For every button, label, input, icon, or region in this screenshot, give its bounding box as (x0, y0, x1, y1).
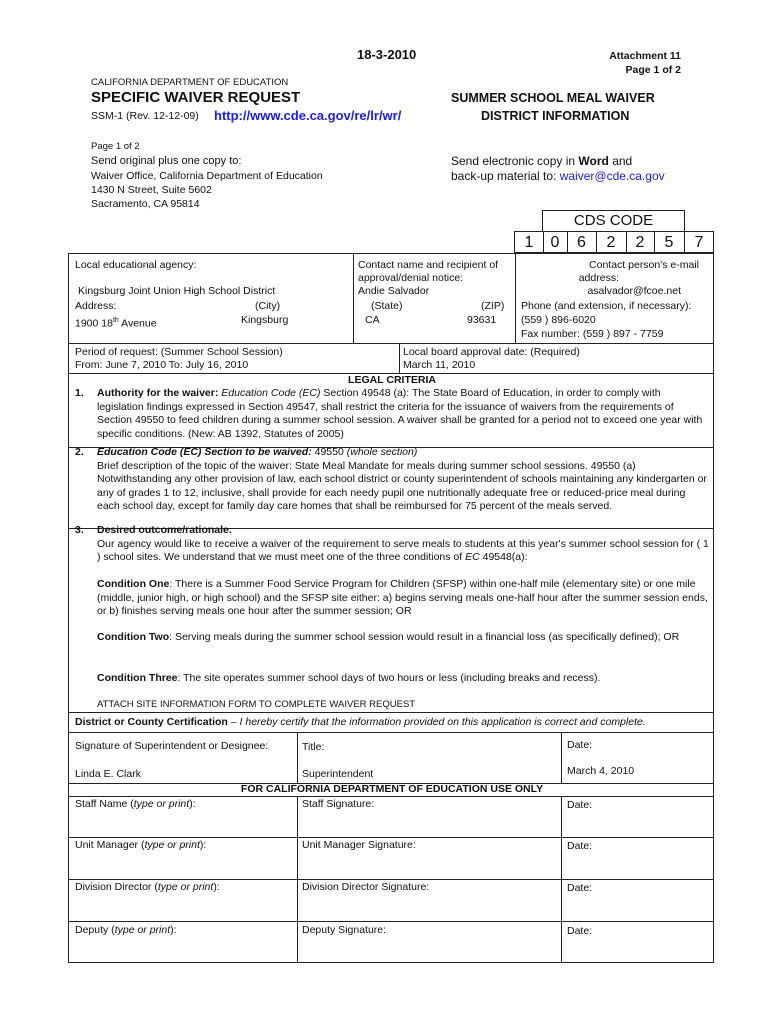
condition-one (97, 578, 709, 619)
word-format: Word (578, 154, 609, 168)
item-2-section: 49550 (311, 446, 347, 458)
address-label: Address: (75, 300, 117, 312)
contact-label-2: approval/denial notice: (358, 272, 464, 284)
department-name: CALIFORNIA DEPARTMENT OF EDUCATION (91, 77, 289, 88)
address-number: 1900 18 (75, 317, 113, 330)
contact-email-label-2: address: (578, 272, 619, 284)
district-info-title: DISTRICT INFORMATION (481, 109, 630, 123)
board-approval-date[interactable]: March 11, 2010 (403, 359, 476, 371)
item-3-body: Our agency would like to receive a waiver of the requirement to serve meals to students at this year's summer school session for ( 1 ) school sites. We understand that we must meet one of the three conditions of (97, 537, 709, 563)
period-dates[interactable]: From: June 7, 2010 To: July 16, 2010 (75, 359, 249, 371)
division-director-end: ): (213, 881, 220, 893)
cde-use-heading: FOR CALIFORNIA DEPARTMENT OF EDUCATION USE ONLY (240, 783, 544, 795)
send-line-4: Sacramento, CA 95814 (91, 198, 200, 210)
certification-title: District or County Certification (75, 716, 228, 728)
page-small: Page 1 of 2 (91, 141, 140, 152)
cds-code-label: CDS CODE (573, 212, 654, 229)
cds-digit: 0 (550, 234, 560, 251)
item-2-whole-section: (whole section) (346, 446, 418, 458)
agency-value[interactable]: Kingsburg Joint Union High School District (78, 285, 276, 297)
deputy-signature-label[interactable]: Deputy Signature: (302, 924, 387, 936)
staff-name-hint: type or print (133, 798, 190, 810)
cds-digit: 6 (577, 234, 586, 251)
staff-name-text: Staff Name ( (75, 798, 134, 810)
agency-label: Local educational agency: (75, 259, 197, 271)
deputy-end: ): (170, 924, 177, 936)
cert-date-value[interactable]: March 4, 2010 (567, 765, 635, 777)
phone-value[interactable]: (559 ) 896-6020 (521, 314, 596, 326)
contact-label-1: Contact name and recipient of (358, 259, 499, 271)
condition-two (97, 631, 709, 645)
send-line-2: Waiver Office, California Department of Education (91, 170, 323, 182)
city-value[interactable]: Kingsburg (241, 314, 289, 326)
title-label: Title: (302, 741, 325, 753)
backup-line (451, 169, 665, 183)
item-2-body: Brief description of the topic of the waiver: State Meal Mandate for meals during summer school sessions. 49550 (a) Notwithstanding any other provision of law, each school district or county superintendent of schools maintaining any kindergarten or any of grades 1 to 12, inclusive, shall provide for each needy pupil one nutritionally adequate free or reduced-price meal during each school day, except for family day care homes that shall be reimbursed for 75 percent of the meals served. (97, 459, 707, 512)
item-3-title: Desired outcome/rationale. (97, 524, 232, 536)
cert-date-label: Date: (567, 739, 593, 751)
state-label: (State) (371, 300, 403, 312)
staff-signature-label[interactable]: Staff Signature: (302, 798, 375, 810)
certification-text: – I hereby certify that the information provided on this application is correct and complete. (227, 716, 646, 728)
electronic-copy-text: Send electronic copy in (451, 154, 579, 168)
item-1-body: Section 49548 (a): The State Board of Education, in order to comply with legislation findings expressed in Section 49547, shall restrict the criteria for the issuance of waivers from the requirements of Section 49550 to feed children during a summer school session. A waiver shall be granted for a period not to exceed one year with specific conditions. (New: AB 1392, Statutes of 2005) (97, 387, 703, 440)
unit-manager-end: ): (199, 839, 207, 851)
zip-value[interactable]: 93631 (467, 314, 497, 326)
address-sup: th (112, 317, 119, 324)
deputy-date-label[interactable]: Date: (567, 925, 593, 937)
electronic-copy-and: and (608, 154, 633, 168)
condition-three (97, 672, 709, 686)
period-label: Period of request: (Summer School Session) (75, 346, 283, 358)
division-director-signature-label[interactable]: Division Director Signature: (302, 881, 430, 893)
item-2-text (97, 446, 709, 514)
cds-digit: 5 (664, 234, 674, 251)
unit-manager-date-label[interactable]: Date: (567, 840, 593, 852)
condition-two-label: Condition Two (97, 631, 170, 643)
address-value[interactable] (75, 314, 157, 331)
page-of-label: Page 1 of 2 (625, 64, 681, 76)
cde-url-link[interactable]: http://www.cde.ca.gov/re/lr/wr/ (214, 108, 402, 123)
attachment-label: Attachment 11 (609, 50, 681, 62)
state-value[interactable]: CA (365, 314, 380, 326)
legal-criteria-heading: LEGAL CRITERIA (348, 374, 436, 386)
form-title: SPECIFIC WAIVER REQUEST (91, 89, 301, 106)
item-1-ec: Education Code (EC) (221, 387, 321, 399)
address-street: Avenue (118, 317, 157, 330)
superintendent-signature-label: Signature of Superintendent or Designee: (75, 740, 269, 752)
unit-manager-text: Unit Manager ( (75, 839, 145, 851)
attach-notice: ATTACH SITE INFORMATION FORM TO COMPLETE WAIVER REQUEST (97, 699, 416, 710)
contact-email[interactable]: asalvador@fcoe.net (587, 285, 681, 297)
title-value[interactable]: Superintendent (302, 768, 374, 780)
staff-name-label[interactable] (75, 798, 196, 811)
staff-name-end: ): (189, 798, 196, 810)
item-2-number: 2. (75, 446, 84, 458)
electronic-copy-line (451, 154, 632, 168)
form-number: SSM-1 (Rev. 12-12-09) (91, 110, 199, 122)
item-3-number: 3. (75, 524, 84, 536)
deputy-hint: type or print (114, 924, 171, 936)
waiver-form-table (68, 253, 714, 963)
division-director-date-label[interactable]: Date: (567, 882, 593, 894)
item-1-number: 1. (75, 387, 84, 399)
backup-text: back-up material to: (451, 169, 560, 183)
cds-digit: 2 (606, 234, 616, 251)
zip-label: (ZIP) (481, 300, 505, 312)
superintendent-name[interactable]: Linda E. Clark (75, 768, 141, 780)
condition-two-text: : Serving meals during the summer school session would result in a financial loss (as specifically defined); OR (169, 631, 680, 643)
phone-label: Phone (and extension, if necessary): (521, 300, 692, 312)
staff-date-label[interactable]: Date: (567, 799, 593, 811)
condition-three-text: : The site operates summer school days of two hours or less (including breaks and recess). (177, 672, 601, 684)
condition-one-text: : There is a Summer Food Service Program for Children (SFSP) within one-half mile (elementary site) or one mile (middle, junior high, or high school) and the SFSP site either: a) begins serving meals one-half hour after the summer session ends, or b) finishes serving meals one hour after the summer session; OR (97, 578, 708, 617)
item-1-text (97, 387, 709, 441)
board-approval-label: Local board approval date: (Required) (403, 346, 580, 358)
deputy-text: Deputy ( (75, 924, 115, 936)
city-label: (City) (255, 300, 281, 312)
fax-value[interactable]: Fax number: (559 ) 897 - 7759 (521, 328, 664, 340)
cds-code-digits (514, 231, 714, 253)
waiver-email-link[interactable]: waiver@cde.ca.gov (559, 169, 665, 183)
unit-manager-label[interactable] (75, 839, 206, 852)
item-2-title: Education Code (EC) Section to be waived: (97, 446, 312, 458)
cds-digit: 2 (635, 234, 645, 251)
deputy-label[interactable] (75, 924, 177, 937)
contact-email-label-1: Contact person's e-mail (589, 259, 699, 271)
contact-name[interactable]: Andie Salvador (358, 285, 430, 297)
cds-code-header (542, 210, 685, 231)
item-3-body-end: 49548(a): (479, 551, 528, 563)
date-code: 18-3-2010 (357, 47, 417, 62)
division-director-hint: type or print (157, 881, 214, 893)
item-3-ec: EC (465, 551, 480, 563)
waiver-title: SUMMER SCHOOL MEAL WAIVER (451, 91, 655, 105)
unit-manager-signature-label[interactable]: Unit Manager Signature: (302, 839, 416, 851)
send-line-1: Send original plus one copy to: (91, 155, 242, 167)
division-director-label[interactable] (75, 881, 220, 894)
item-1-title: Authority for the waiver: (97, 387, 219, 399)
certification-line (75, 716, 646, 729)
condition-one-label: Condition One (97, 578, 170, 590)
send-line-3: 1430 N Street, Suite 5602 (91, 184, 212, 196)
cds-digit: 1 (524, 234, 534, 251)
cds-digit: 7 (694, 234, 704, 251)
unit-manager-hint: type or print (144, 839, 200, 851)
item-3-text (97, 524, 709, 565)
division-director-text: Division Director ( (75, 881, 158, 893)
condition-three-label: Condition Three (97, 672, 178, 684)
